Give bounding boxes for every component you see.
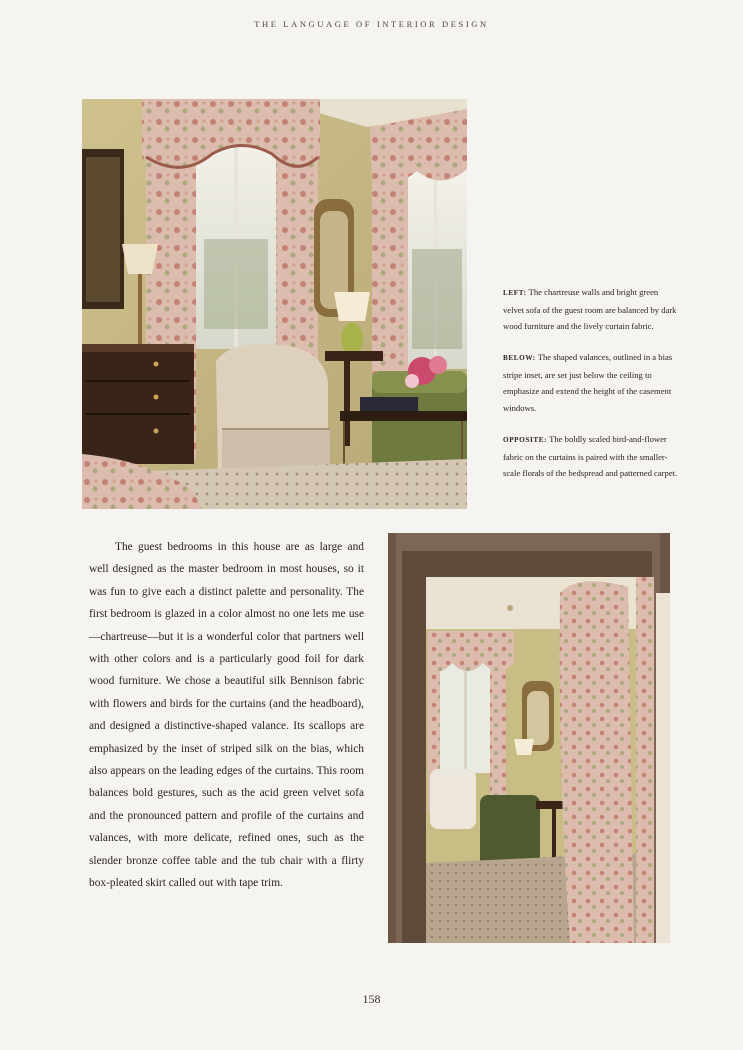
caption-opposite-lead: OPPOSITE: — [503, 436, 548, 445]
running-header: THE LANGUAGE OF INTERIOR DESIGN — [254, 19, 489, 29]
caption-left-text: The chartreuse walls and bright green velvet sofa of the guest room are balanced by dark wood furniture and the lively curtain fabric. — [503, 287, 677, 332]
caption-below — [503, 349, 681, 416]
caption-left-lead: LEFT: — [503, 289, 527, 297]
body-paragraph: The guest bedrooms in this house are as large and well designed as the master bedroom in most houses, so it was fun to give each a distinct palette and personality. The first bedroom is glazed in a color almost no one lets me use—chartreuse—but it is a wonderful color that partners well with other colors and is a particularly good foil for dark wood furniture. We chose a beautiful silk Bennison fabric with flowers and birds for the curtains (and the headboard), and designed a distinctive-shaped valance. Its scallops are emphasized by the inset of striped silk on the bias, which also appears on the leading edges of the curtains. This room balances bold gestures, such as the acid green velvet sofa and the pronounced pattern and profile of the curtains and valances, with more delicate, refined ones, such as the slender bronze coffee table and the tub chair with a flirty box-pleated skirt called out with tape trim. — [89, 541, 364, 890]
photo-captions — [503, 284, 681, 496]
page-number: 158 — [362, 992, 381, 1006]
caption-below-lead: BELOW: — [503, 354, 536, 363]
caption-opposite-text: The boldly scaled bird-and-flower fabric on the curtains is paired with the smaller-scale florals of the bedspread and patterned carpet. — [503, 434, 678, 479]
caption-left — [503, 284, 681, 335]
body-text — [89, 536, 364, 895]
caption-opposite — [503, 431, 681, 482]
caption-below-text: The shaped valances, outlined in a bias stripe inset, are set just below the ceiling to emphasize and extend the height of the casement windows. — [503, 352, 673, 414]
doorway-photo — [388, 533, 670, 943]
bedroom-photo — [82, 99, 467, 509]
